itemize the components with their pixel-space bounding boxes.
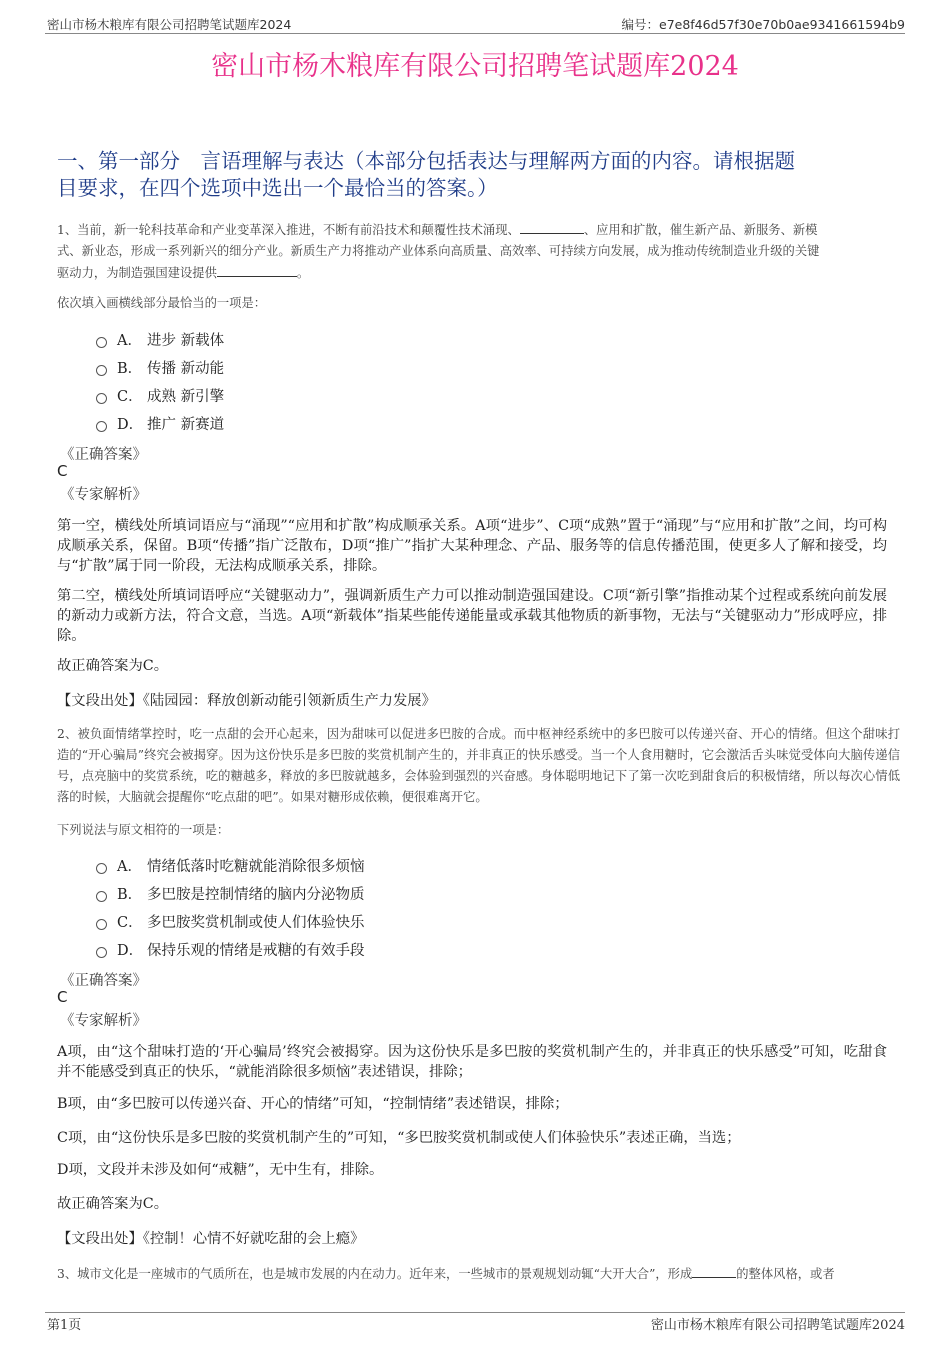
- radio-icon[interactable]: [96, 891, 107, 902]
- q1-text-part: 1、当前，新一轮科技革命和产业变革深入推进，不断有前沿技术和颠覆性技术涌现、: [57, 223, 520, 237]
- q3-text-part: 3、城市文化是一座城市的气质所在，也是城市发展的内在动力。近年来，一些城市的景观规划动辄“大开大合”，形成: [57, 1267, 693, 1281]
- q1-analysis-p2: 第二空，横线处所填词语呼应“关键驱动力”，强调新质生产力可以推动制造强国建设。C项“新引擎”指推动某个过程或系统向前发展的新动力或新方法，符合文意，当选。A项“新载体”指某些能传递能量或承载其他物质的新事物，无法与“关键驱动力”形成呼应，排除。: [57, 588, 887, 644]
- option-text: 推广 新赛道: [147, 417, 225, 433]
- q1-option-a[interactable]: [96, 329, 224, 350]
- question-1-text: [57, 219, 900, 284]
- source-label: 【文段出处】: [57, 693, 143, 709]
- header-divider: [45, 33, 905, 34]
- section-heading: [57, 148, 897, 202]
- option-letter: B．: [117, 361, 143, 377]
- radio-icon[interactable]: [96, 863, 107, 874]
- q1-option-b[interactable]: [96, 357, 224, 378]
- footer-divider: [45, 1312, 905, 1313]
- option-letter: D．: [117, 943, 144, 959]
- q2-analysis-p1: A项，由“这个甜味打造的‘开心骗局’终究会被揭穿。因为这份快乐是多巴胺的奖赏机制产生的，并非真正的快乐感受”可知，吃甜食并不能感受到真正的快乐，“就能消除很多烦恼”表述错误，排除；: [57, 1044, 887, 1080]
- section-heading-line1: 一、第一部分 言语理解与表达（本部分包括表达与理解两方面的内容。请根据题: [57, 149, 795, 173]
- radio-icon[interactable]: [96, 337, 107, 348]
- footer-page-number: 第1页: [47, 1318, 82, 1333]
- option-letter: C．: [117, 915, 143, 931]
- source-title: 《陆园园：释放创新动能引领新质生产力发展》: [142, 693, 436, 709]
- q2-option-d[interactable]: [96, 939, 365, 960]
- question-2-prompt: 下列说法与原文相符的一项是：: [57, 823, 230, 837]
- fill-blank: [520, 219, 584, 234]
- q1-analysis-p1: 第一空，横线处所填词语应与“涌现”“应用和扩散”构成顺承关系。A项“进步”、C项“成熟”置于“涌现”与“应用和扩散”之间，均可构成顺承关系，保留。B项“传播”指广泛散布，D项“推广”指扩大某种理念、产品、服务等的信息传播范围，使更多人了解和接受，均与“扩散”属于同一阶段，无法构成顺承关系，排除。: [57, 518, 887, 574]
- option-text: 情绪低落时吃糖就能消除很多烦恼: [147, 859, 365, 875]
- q1-option-c[interactable]: [96, 385, 224, 406]
- option-text: 多巴胺是控制情绪的脑内分泌物质: [147, 887, 365, 903]
- q2-analysis-p4: D项，文段并未涉及如何“戒糖”，无中生有，排除。: [57, 1162, 384, 1178]
- q1-text-part: 式、新业态，形成一系列新兴的细分产业。新质生产力将推动产业体系向高质量、高效率、可持续方向发展，成为推动传统制造业升级的关键: [57, 244, 820, 258]
- q2-analysis-p2: B项，由“多巴胺可以传递兴奋、开心的情绪”可知，“控制情绪”表述错误，排除；: [57, 1096, 569, 1112]
- q1-analysis-label: 《专家解析》: [60, 487, 147, 503]
- q2-analysis-label: 《专家解析》: [60, 1013, 147, 1029]
- radio-icon[interactable]: [96, 393, 107, 404]
- q1-text-part: 驱动力，为制造强国建设提供: [57, 266, 217, 280]
- section-heading-line2: 目要求，在四个选项中选出一个最恰当的答案。）: [57, 176, 498, 200]
- source-title: 《控制！心情不好就吃甜的会上瘾》: [142, 1231, 365, 1247]
- header-doc-id: 编号：e7e8f46d57f30e70b0ae9341661594b9: [621, 17, 905, 32]
- option-text: 多巴胺奖赏机制或使人们体验快乐: [147, 915, 365, 931]
- q1-source: [57, 690, 436, 710]
- q2-answer-label: 《正确答案》: [60, 973, 147, 989]
- q2-analysis-p5: 故正确答案为C。: [57, 1196, 169, 1212]
- source-label: 【文段出处】: [57, 1231, 143, 1247]
- option-letter: A．: [117, 859, 142, 875]
- option-letter: B．: [117, 887, 143, 903]
- option-text: 保持乐观的情绪是戒糖的有效手段: [147, 943, 365, 959]
- question-1-prompt: 依次填入画横线部分最恰当的一项是：: [57, 296, 267, 310]
- radio-icon[interactable]: [96, 919, 107, 930]
- option-text: 成熟 新引擎: [147, 389, 225, 405]
- q2-source: [57, 1228, 364, 1248]
- q1-analysis-p3: 故正确答案为C。: [57, 658, 169, 674]
- option-letter: D．: [117, 417, 144, 433]
- radio-icon[interactable]: [96, 365, 107, 376]
- q2-analysis-p3: C项，由“这份快乐是多巴胺的奖赏机制产生的”可知，“多巴胺奖赏机制或使人们体验快乐”表述正确，当选；: [57, 1130, 741, 1146]
- q2-option-c[interactable]: [96, 911, 365, 932]
- radio-icon[interactable]: [96, 421, 107, 432]
- q1-answer: C: [57, 462, 68, 480]
- radio-icon[interactable]: [96, 947, 107, 958]
- option-text: 进步 新载体: [147, 333, 225, 349]
- option-letter: C．: [117, 389, 143, 405]
- q1-option-d[interactable]: [96, 413, 224, 434]
- page-title: 密山市杨木粮库有限公司招聘笔试题库2024: [211, 51, 739, 82]
- fill-blank: [217, 262, 297, 277]
- option-letter: A．: [117, 333, 142, 349]
- q1-text-part: 、应用和扩散，催生新产品、新服务、新模: [583, 223, 818, 237]
- q1-answer-label: 《正确答案》: [60, 447, 147, 463]
- q2-option-b[interactable]: [96, 883, 365, 904]
- q2-answer: C: [57, 988, 68, 1006]
- fill-blank: [692, 1263, 736, 1278]
- question-3-text: [57, 1263, 900, 1285]
- q3-text-part: 的整体风格，或者: [736, 1267, 835, 1281]
- q2-option-a[interactable]: [96, 855, 365, 876]
- option-text: 传播 新动能: [147, 361, 225, 377]
- question-2-text: 2、被负面情绪掌控时，吃一点甜的会开心起来，因为甜味可以促进多巴胺的合成。而中枢神经系统中的多巴胺可以传递兴奋、开心的情绪。但这个甜味打造的“开心骗局”终究会被揭穿。因为这份快乐是多巴胺的奖赏机制产生的，并非真正的快乐感受。当一个人食用糖时，它会激活舌头味觉受体向大脑传递信号，点亮脑中的奖赏系统，吃的糖越多，释放的多巴胺就越多，会体验到强烈的兴奋感。身体聪明地记下了第一次吃到甜食后的积极情绪，所以每次心情低落的时候，大脑就会提醒你“吃点甜的吧”。如果对糖形成依赖，便很难离开它。: [57, 727, 900, 804]
- footer-title: 密山市杨木粮库有限公司招聘笔试题库2024: [650, 1318, 905, 1333]
- q1-text-part: 。: [296, 266, 310, 280]
- header-left: 密山市杨木粮库有限公司招聘笔试题库2024: [47, 17, 292, 32]
